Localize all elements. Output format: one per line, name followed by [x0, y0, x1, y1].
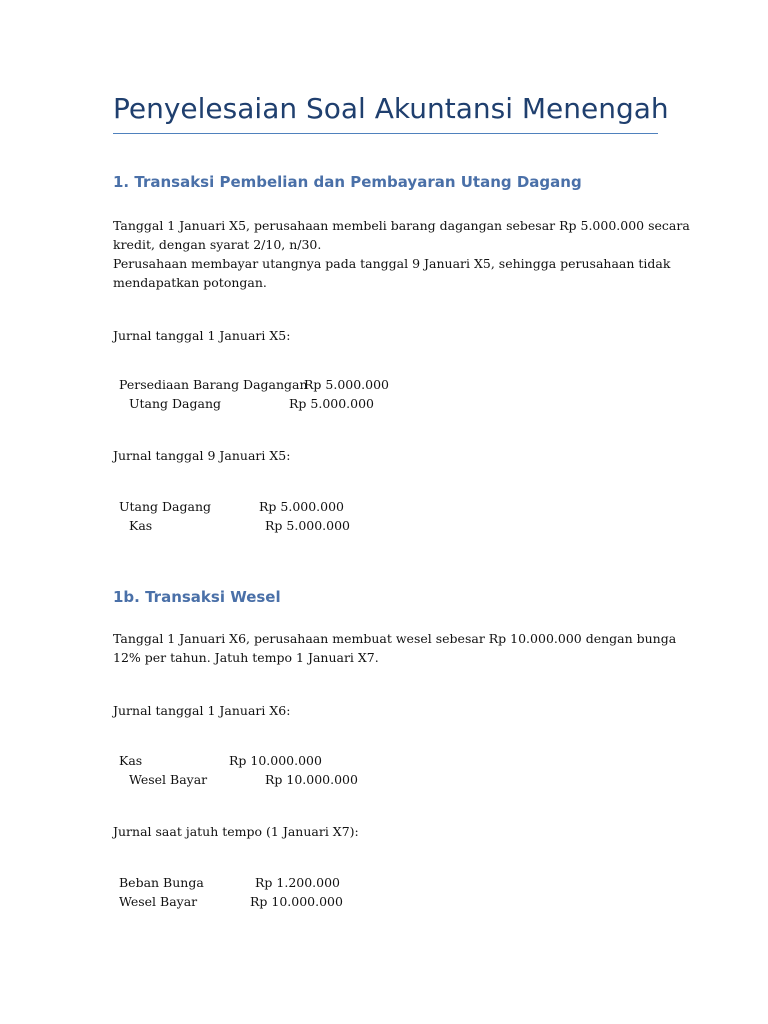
credit-amount: Rp 10.000.000	[250, 894, 343, 909]
section-heading-1b: 1b. Transaksi Wesel	[113, 588, 281, 606]
journal-entry-1	[119, 375, 419, 415]
credit-account: Kas	[129, 518, 153, 533]
credit-amount: Rp 5.000.000	[265, 518, 351, 533]
credit-account: Wesel Bayar	[129, 772, 208, 787]
paragraph-line: Perusahaan membayar utangnya pada tanggal 9 Januari X5, sehingga perusahaan tidak	[113, 256, 671, 271]
journal-label: Jurnal tanggal 9 Januari X5:	[113, 448, 291, 463]
debit-account: Beban Bunga	[119, 875, 204, 890]
debit-account: Kas	[119, 753, 143, 768]
debit-account: Utang Dagang	[119, 499, 212, 514]
debit-amount: Rp 5.000.000	[259, 499, 345, 514]
paragraph-line: Tanggal 1 Januari X6, perusahaan membuat wesel sebesar Rp 10.000.000 dengan bunga	[113, 631, 677, 646]
journal-entry-2	[119, 497, 419, 537]
credit-amount: Rp 10.000.000	[265, 772, 358, 787]
debit-amount: Rp 10.000.000	[229, 753, 322, 768]
journal-entry-3	[119, 751, 419, 791]
credit-account: Wesel Bayar	[119, 894, 198, 909]
journal-label: Jurnal saat jatuh tempo (1 Januari X7):	[113, 824, 359, 839]
journal-label: Jurnal tanggal 1 Januari X6:	[113, 703, 291, 718]
paragraph-line: Tanggal 1 Januari X5, perusahaan membeli barang dagangan sebesar Rp 5.000.000 secara	[113, 218, 690, 233]
debit-account: Persediaan Barang Dagangan	[119, 377, 308, 392]
document-title: Penyelesaian Soal Akuntansi Menengah	[113, 92, 658, 134]
paragraph-line: mendapatkan potongan.	[113, 275, 267, 290]
journal-entry-4	[119, 873, 419, 913]
journal-label: Jurnal tanggal 1 Januari X5:	[113, 328, 291, 343]
credit-amount: Rp 5.000.000	[289, 396, 375, 411]
section-heading-1: 1. Transaksi Pembelian dan Pembayaran Utang Dagang	[113, 173, 582, 191]
section-1-paragraph	[113, 216, 690, 292]
paragraph-line: kredit, dengan syarat 2/10, n/30.	[113, 237, 322, 252]
debit-amount: Rp 5.000.000	[304, 377, 390, 392]
credit-account: Utang Dagang	[129, 396, 222, 411]
section-1b-paragraph	[113, 629, 677, 667]
debit-amount: Rp 1.200.000	[255, 875, 341, 890]
paragraph-line: 12% per tahun. Jatuh tempo 1 Januari X7.	[113, 650, 379, 665]
